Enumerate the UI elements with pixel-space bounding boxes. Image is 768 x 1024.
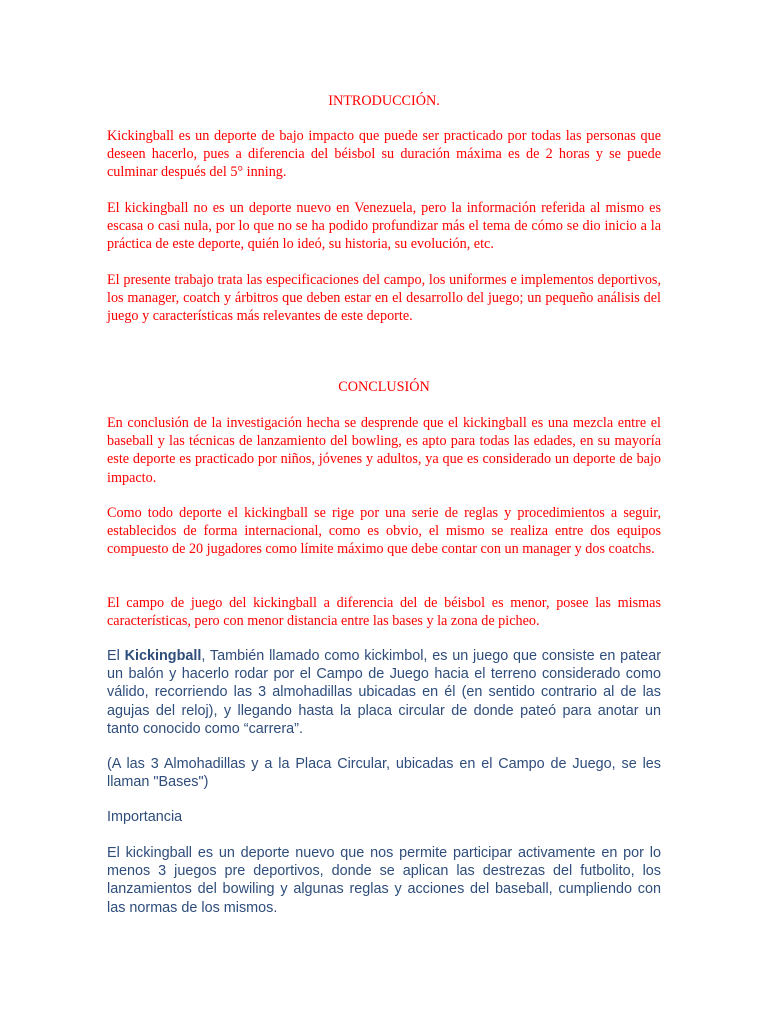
conclusion-paragraph-2: Como todo deporte el kickingball se rige por una serie de reglas y procedimientos a seguir, establecidos de forma internacional, como es obvio, el mismo se realiza entre dos equipos compuesto de 20 jugadores como límite máximo que debe contar con un manager y dos coatchs. <box>107 505 661 558</box>
conclusion-paragraph-1: En conclusión de la investigación hecha se desprende que el kickingball es una mezcla entre el baseball y las técnicas de lanzamiento del bowling, es apto para todas las edades, en su mayoría este deporte es practicado por niños, jóvenes y adultos, ya que es considerado un deporte de bajo impacto. <box>107 415 661 486</box>
definition-prefix: El <box>107 648 125 664</box>
importance-paragraph: El kickingball es un deporte nuevo que nos permite participar activamente en por lo menos 3 juegos pre deportivos, donde se aplican las destrezas del futbolito, los lanzamientos del bowiling y algunas reglas y acciones del baseball, cumpliendo con las normas de los mismos. <box>107 845 661 916</box>
intro-paragraph-3: El presente trabajo trata las especificaciones del campo, los uniformes e implementos deportivos, los manager, coatch y árbitros que deben estar en el desarrollo del juego; un pequeño análisis del juego y características más relevantes de este deporte. <box>107 272 661 325</box>
kickingball-term: Kickingball <box>124 648 202 664</box>
definition-text: , También llamado como kickimbol, es un juego que consiste en patear un balón y hacerlo rodar por el Campo de Juego hacia el terreno considerado como válido, recorriendo las 3 almohadillas ubicadas en él (en sentido contrario al de las agujas del reloj), y llegando hasta la placa circular de donde pateó para anotar un tanto conocido como “carrera”. <box>107 648 661 737</box>
conclusion-paragraph-3: El campo de juego del kickingball a diferencia del de béisbol es menor, posee las mismas características, pero con menor distancia entre las bases y la zona de picheo. <box>107 595 661 630</box>
kickingball-definition-paragraph <box>107 647 661 738</box>
intro-title: INTRODUCCIÓN. <box>328 93 440 109</box>
intro-paragraph-1: Kickingball es un deporte de bajo impacto que puede ser practicado por todas las personas que deseen hacerlo, pues a diferencia del béisbol su duración máxima es de 2 horas y se puede culminar después del 5° inning. <box>107 128 661 181</box>
intro-paragraph-2: El kickingball no es un deporte nuevo en Venezuela, pero la información referida al mismo es escasa o casi nula, por lo que no se ha podido profundizar más el tema de cómo se dio inicio a la práctica de este deporte, quién lo ideó, su historia, su evolución, etc. <box>107 200 661 253</box>
conclusion-title: CONCLUSIÓN <box>338 379 430 395</box>
bases-note-paragraph: (A las 3 Almohadillas y a la Placa Circular, ubicadas en el Campo de Juego, se les llaman "Bases") <box>107 756 661 791</box>
importance-heading: Importancia <box>107 809 183 825</box>
